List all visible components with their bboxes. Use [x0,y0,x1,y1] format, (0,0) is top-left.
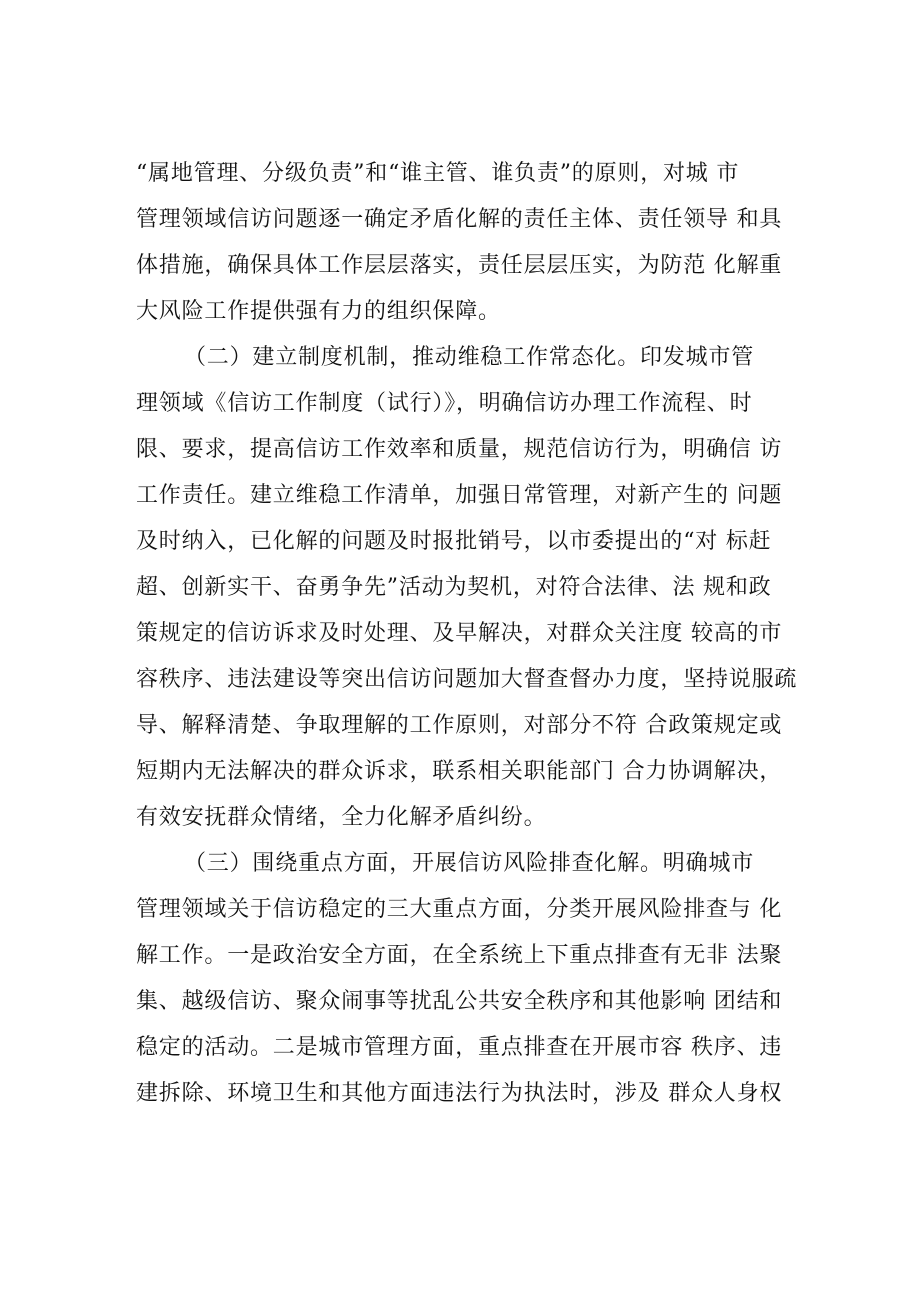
text-line: 集、越级信访、聚众闹事等扰乱公共安全秩序和其他影响 团结和 [136,989,783,1014]
text-line: 稳定的活动。二是城市管理方面，重点排查在开展市容 秩序、违 [136,1035,783,1060]
section-heading-3: （三）围绕重点方面，开展信访风险排查化解。明确城市 [184,851,755,876]
text-line: 策规定的信访诉求及时处理、及早解决，对群众关注度 较高的市 [136,621,783,646]
text-line: 有效安抚群众情绪，全力化解矛盾纠纷。 [136,805,547,830]
text-line: 大风险工作提供强有力的组织保障。 [136,299,501,324]
text-line: 短期内无法解决的群众诉求，联系相关职能部门 合力协调解决， [136,759,783,784]
text-line: 理领域《信访工作制度（试行）》，明确信访办理工作流程、时 [136,391,753,416]
text-line: 体措施，确保具体工作层层落实，责任层层压实，为防范 化解重 [136,253,783,278]
text-line: 管理领域信访问题逐一确定矛盾化解的责任主体、责任领导 和具 [136,207,783,232]
text-line: “属地管理、分级负责”和“谁主管、谁负责”的原则，对城 市 [136,161,740,186]
text-line: 解工作。一是政治安全方面，在全系统上下重点排查有无非 法聚 [136,943,783,968]
text-line: 限、要求，提高信访工作效率和质量，规范信访行为，明确信 访 [136,437,783,462]
text-line: 容秩序、违法建设等突出信访问题加大督查督办力度，坚持说服疏 [136,667,798,692]
section-heading-2: （二）建立制度机制，推动维稳工作常态化。印发城市管 [184,345,755,370]
text-line: 工作责任。建立维稳工作清单，加强日常管理，对新产生的 问题 [136,483,783,508]
text-line: 超、创新实干、奋勇争先”活动为契机，对符合法律、法 规和政 [136,575,772,600]
text-line: 及时纳入，已化解的问题及时报批销号，以市委提出的“对 标赶 [136,529,772,554]
text-line: 建拆除、环境卫生和其他方面违法行为执法时，涉及 群众人身权 [136,1081,783,1106]
text-line: 导、解释清楚、争取理解的工作原则，对部分不符 合政策规定或 [136,713,783,738]
text-line: 管理领域关于信访稳定的三大重点方面，分类开展风险排查与 化 [136,897,783,922]
